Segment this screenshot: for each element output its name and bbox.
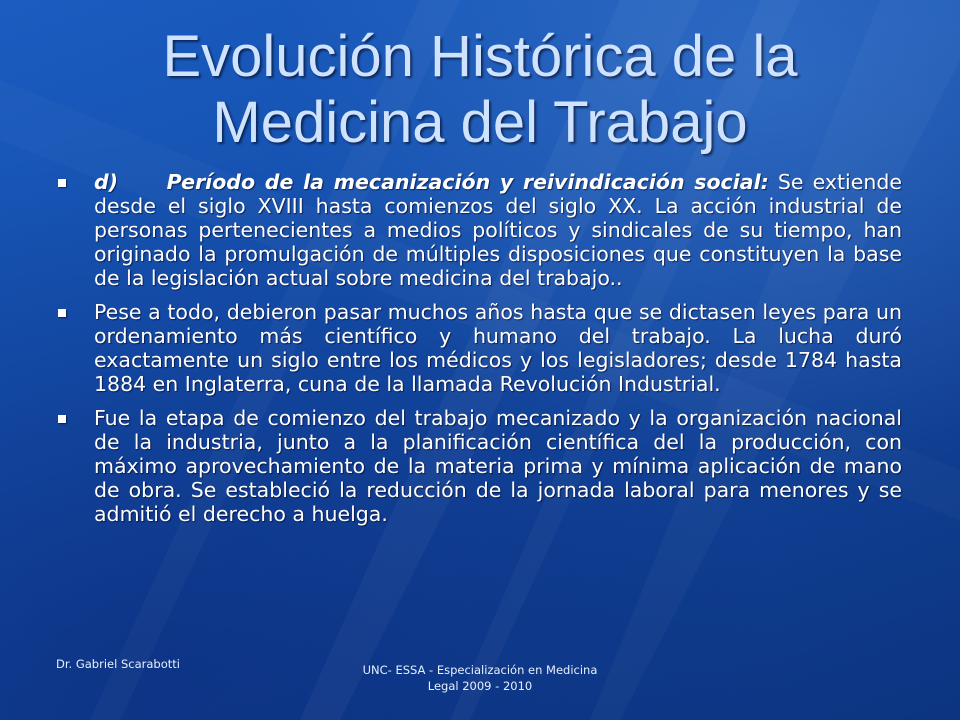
bullet-list	[56, 170, 902, 536]
footer-course-line1: UNC- ESSA - Especialización en Medicina	[362, 663, 598, 677]
footer-course-line2: Legal 2009 - 2010	[427, 679, 533, 693]
footer-author: Dr. Gabriel Scarabotti	[56, 657, 180, 671]
bullet-body-text: Pese a todo, debieron pasar muchos años hasta que se dictasen leyes para un ordenamiento más científico y humano del trabajo. La lucha duró exactamente un siglo entre los médicos y los legisladores; desde 1784 hasta 1884 en Inglaterra, cuna de la llamada Revolución Industrial.	[94, 300, 902, 396]
square-bullet-icon	[58, 309, 66, 317]
square-bullet-icon	[58, 179, 66, 187]
bullet-lead-text: d) Período de la mecanización y reivindicación social:	[94, 170, 769, 194]
square-bullet-icon	[58, 415, 66, 423]
bullet-item-mechanized-work	[56, 406, 902, 526]
footer-course	[310, 662, 650, 694]
bullet-body-text: Fue la etapa de comienzo del trabajo mecanizado y la organización nacional de la industria, junto a la planificación científica del la producción, con máximo aprovechamiento de la materia prima y mínima aplicación de mano de obra. Se estableció la reducción de la jornada laboral para menores y se admitió el derecho a huelga.	[94, 406, 902, 526]
bullet-item-struggle	[56, 300, 902, 396]
bullet-item-period	[56, 170, 902, 290]
slide-title: Evolución Histórica de la Medicina del Trabajo	[162, 24, 798, 155]
bullet-body-text: Se extiende desde el siglo XVIII hasta comienzos del siglo XX. La acción industrial de personas pertenecientes a medios políticos y sindicales de su tiempo, han originado la promulgación de múltiples disposiciones que constituyen la base de la legislación actual sobre medicina del trabajo..	[94, 170, 902, 290]
